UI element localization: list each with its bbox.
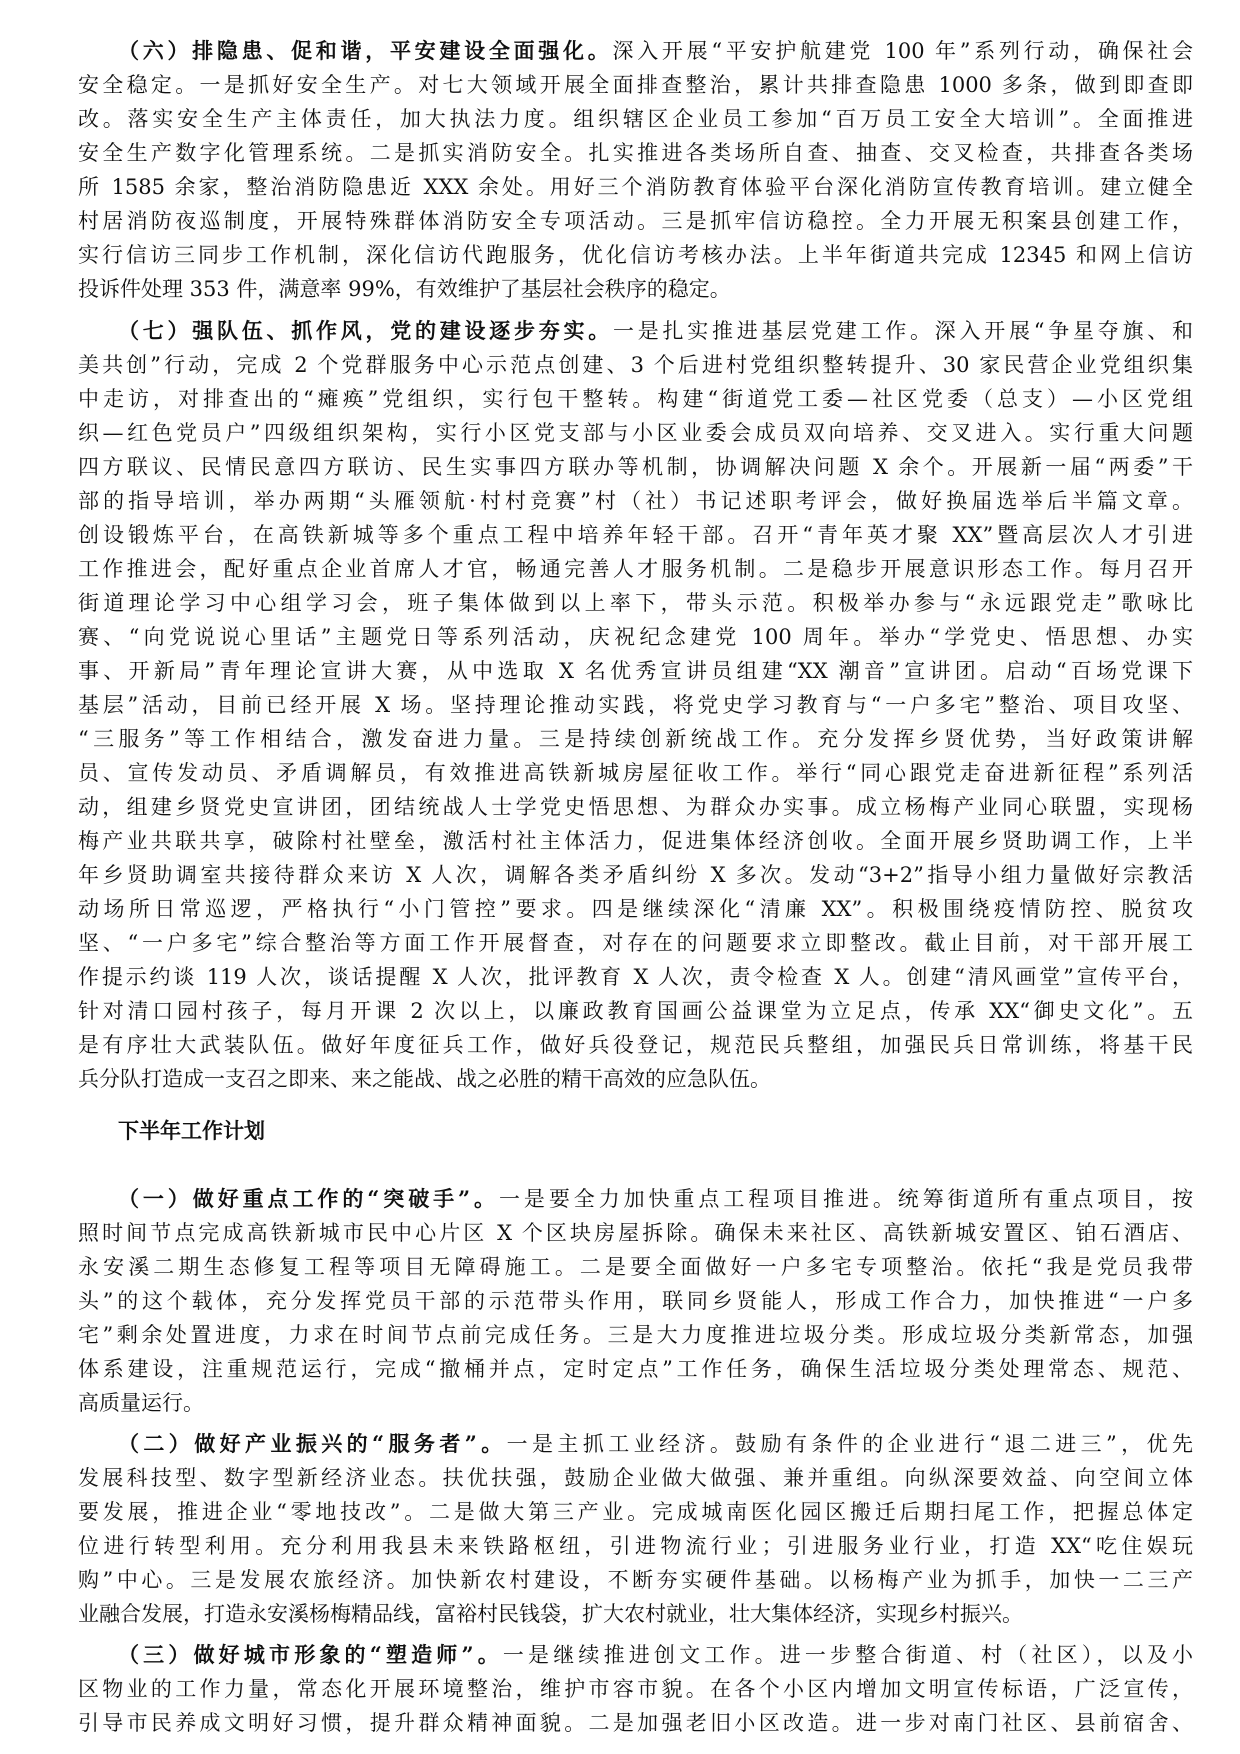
paragraph-line: （二）做好产业振兴的“服务者”。一是主抓工业经济。鼓励有条件的企业进行“退二进三”，优先 xyxy=(118,1431,1193,1456)
paragraph-line: 是有序壮大武装队伍。做好年度征兵工作，做好兵役登记，规范民兵整组，加强民兵日常训练，将基干民 xyxy=(78,1033,1193,1057)
paragraph-line: 宅”剩余处置进度，力求在时间节点前完成任务。三是大力度推进垃圾分类。形成垃圾分类新常态，加强 xyxy=(78,1323,1193,1347)
paragraph-line: 业融合发展，打造永安溪杨梅精品线，富裕村民钱袋，扩大农村就业，壮大集体经济，实现乡村振兴。 xyxy=(78,1602,1023,1626)
paragraph-line: （一）做好重点工作的“突破手”。一是要全力加快重点工程项目推进。统筹街道所有重点项目，按 xyxy=(118,1186,1193,1211)
paragraph-line: 美共创”行动，完成 2 个党群服务中心示范点创建、3 个后进村党组织整转提升、30 家民营企业党组织集 xyxy=(78,353,1193,377)
paragraph-line: 购”中心。三是发展农旅经济。加快新农村建设，不断夯实硬件基础。以杨梅产业为抓手，加快一二三产 xyxy=(78,1568,1193,1592)
paragraph-line: 作提示约谈 119 人次，谈话提醒 X 人次，批评教育 X 人次，责令检查 X 人。创建“清风画堂”宣传平台， xyxy=(78,965,1193,989)
paragraph-line: 动场所日常巡逻，严格执行“小门管控”要求。四是继续深化“清廉 XX”。积极围绕疫情防控、脱贫攻 xyxy=(78,897,1193,921)
paragraph-line: 安全生产数字化管理系统。二是抓实消防安全。扎实推进各类场所自查、抽查、交叉检查，共排查各类场 xyxy=(78,141,1193,165)
paragraph-line: 位进行转型利用。充分利用我县未来铁路枢纽，引进物流行业；引进服务业行业，打造 XX“吃住娱玩 xyxy=(78,1534,1193,1558)
paragraph-line: 中走访，对排查出的“瘫痪”党组织，实行包干整转。构建“街道党工委—社区党委（总支）—小区党组 xyxy=(78,387,1193,411)
section-heading: （二）做好产业振兴的“服务者”。 xyxy=(118,1431,507,1456)
paragraph-line: 安全稳定。一是抓好安全生产。对七大领域开展全面排查整治，累计共排查隐患 1000 多条，做到即查即 xyxy=(78,73,1193,97)
paragraph-line: 四方联议、民情民意四方联访、民生实事四方联办等机制，协调解决问题 X 余个。开展新一届“两委”干 xyxy=(78,455,1193,479)
paragraph-line: 改。落实安全生产主体责任，加大执法力度。组织辖区企业员工参加“百万员工安全大培训”。全面推进 xyxy=(78,107,1193,131)
section-heading: （七）强队伍、抓作风，党的建设逐步夯实。 xyxy=(118,318,614,343)
paragraph-line: 基层”活动，目前已经开展 X 场。坚持理论推动实践，将党史学习教育与“一户多宅”整治、项目攻坚、 xyxy=(78,693,1193,717)
section-heading: （三）做好城市形象的“塑造师”。 xyxy=(118,1642,503,1667)
paragraph-line: 部的指导培训，举办两期“头雁领航·村村竞赛”村（社）书记述职考评会，做好换届选举后半篇文章。 xyxy=(78,489,1193,513)
paragraph-line: 赛、“向党说说心里话”主题党日等系列活动，庆祝纪念建党 100 周年。举办“学党史、悟思想、办实 xyxy=(78,625,1193,649)
paragraph-line: 坚、“一户多宅”综合整治等方面工作开展督查，对存在的问题要求立即整改。截止目前，对干部开展工 xyxy=(78,931,1193,955)
paragraph-line: 引导市民养成文明好习惯，提升群众精神面貌。二是加强老旧小区改造。进一步对南门社区、县前宿舍、 xyxy=(78,1711,1193,1735)
paragraph-line: “三服务”等工作相结合，激发奋进力量。三是持续创新统战工作。充分发挥乡贤优势，当好政策讲解 xyxy=(78,727,1193,751)
paragraph-line: 要发展，推进企业“零地技改”。二是做大第三产业。完成城南医化园区搬迁后期扫尾工作，把握总体定 xyxy=(78,1500,1193,1524)
paragraph-line: 创设锻炼平台，在高铁新城等多个重点工程中培养年轻干部。召开“青年英才聚 XX”暨高层次人才引进 xyxy=(78,523,1193,547)
paragraph-line: 村居消防夜巡制度，开展特殊群体消防安全专项活动。三是抓牢信访稳控。全力开展无积案县创建工作， xyxy=(78,209,1193,233)
paragraph-line: 高质量运行。 xyxy=(78,1391,204,1415)
paragraph-line: 投诉件处理 353 件，满意率 99%，有效维护了基层社会秩序的稳定。 xyxy=(78,277,731,301)
paragraph-line: 动，组建乡贤党史宣讲团，团结统战人士学党史悟思想、为群众办实事。成立杨梅产业同心联盟，实现杨 xyxy=(78,795,1193,819)
paragraph-line: （六）排隐患、促和谐，平安建设全面强化。深入开展“平安护航建党 100 年”系列行动，确保社会 xyxy=(118,38,1193,63)
paragraph-line: 所 1585 余家，整治消防隐患近 XXX 余处。用好三个消防教育体验平台深化消防宣传教育培训。建立健全 xyxy=(78,175,1193,199)
paragraph-line: 梅产业共联共享，破除村社壁垒，激活村社主体活力，促进集体经济创收。全面开展乡贤助调工作，上半 xyxy=(78,829,1193,853)
paragraph-line: 体系建设，注重规范运行，完成“撤桶并点，定时定点”工作任务，确保生活垃圾分类处理常态、规范、 xyxy=(78,1357,1193,1381)
paragraph-line: 街道理论学习中心组学习会，班子集体做到以上率下，带头示范。积极举办参与“永远跟党走”歌咏比 xyxy=(78,591,1193,615)
section-heading: （六）排隐患、促和谐，平安建设全面强化。 xyxy=(118,38,613,63)
paragraph-line: 照时间节点完成高铁新城市民中心片区 X 个区块房屋拆除。确保未来社区、高铁新城安置区、铂石酒店、 xyxy=(78,1221,1193,1245)
section-title-plan: 下半年工作计划 xyxy=(118,1118,265,1143)
paragraph-line: 头”的这个载体，充分发挥党员干部的示范带头作用，联同乡贤能人，形成工作合力，加快推进“一户多 xyxy=(78,1289,1193,1313)
paragraph-line: 永安溪二期生态修复工程等项目无障碍施工。二是要全面做好一户多宅专项整治。依托“我是党员我带 xyxy=(78,1255,1193,1279)
paragraph-line: 事、开新局”青年理论宣讲大赛，从中选取 X 名优秀宣讲员组建“XX 潮音”宣讲团。启动“百场党课下 xyxy=(78,659,1193,683)
paragraph-line: 织—红色党员户”四级组织架构，实行小区党支部与小区业委会成员双向培养、交叉进入。实行重大问题 xyxy=(78,421,1193,445)
paragraph-line: 员、宣传发动员、矛盾调解员，有效推进高铁新城房屋征收工作。举行“同心跟党走奋进新征程”系列活 xyxy=(78,761,1193,785)
paragraph-line: （七）强队伍、抓作风，党的建设逐步夯实。一是扎实推进基层党建工作。深入开展“争星夺旗、和 xyxy=(118,318,1193,343)
paragraph-line: 发展科技型、数字型新经济业态。扶优扶强，鼓励企业做大做强、兼并重组。向纵深要效益、向空间立体 xyxy=(78,1466,1193,1490)
paragraph-line: 兵分队打造成一支召之即来、来之能战、战之必胜的精干高效的应急队伍。 xyxy=(78,1067,771,1091)
paragraph-line: 工作推进会，配好重点企业首席人才官，畅通完善人才服务机制。二是稳步开展意识形态工作。每月召开 xyxy=(78,557,1193,581)
paragraph-line: 区物业的工作力量，常态化开展环境整治，维护市容市貌。在各个小区内增加文明宣传标语，广泛宣传， xyxy=(78,1677,1193,1701)
paragraph-line: 年乡贤助调室共接待群众来访 X 人次，调解各类矛盾纠纷 X 多次。发动“3+2”指导小组力量做好宗教活 xyxy=(78,863,1193,887)
paragraph-line: 针对清口园村孩子，每月开课 2 次以上，以廉政教育国画公益课堂为立足点，传承 XX“御史文化”。五 xyxy=(78,999,1193,1023)
paragraph-line: （三）做好城市形象的“塑造师”。一是继续推进创文工作。进一步整合街道、村（社区），以及小 xyxy=(118,1642,1193,1667)
paragraph-line: 实行信访三同步工作机制，深化信访代跑服务，优化信访考核办法。上半年街道共完成 12345 和网上信访 xyxy=(78,243,1193,267)
section-heading: （一）做好重点工作的“突破手”。 xyxy=(118,1186,499,1211)
